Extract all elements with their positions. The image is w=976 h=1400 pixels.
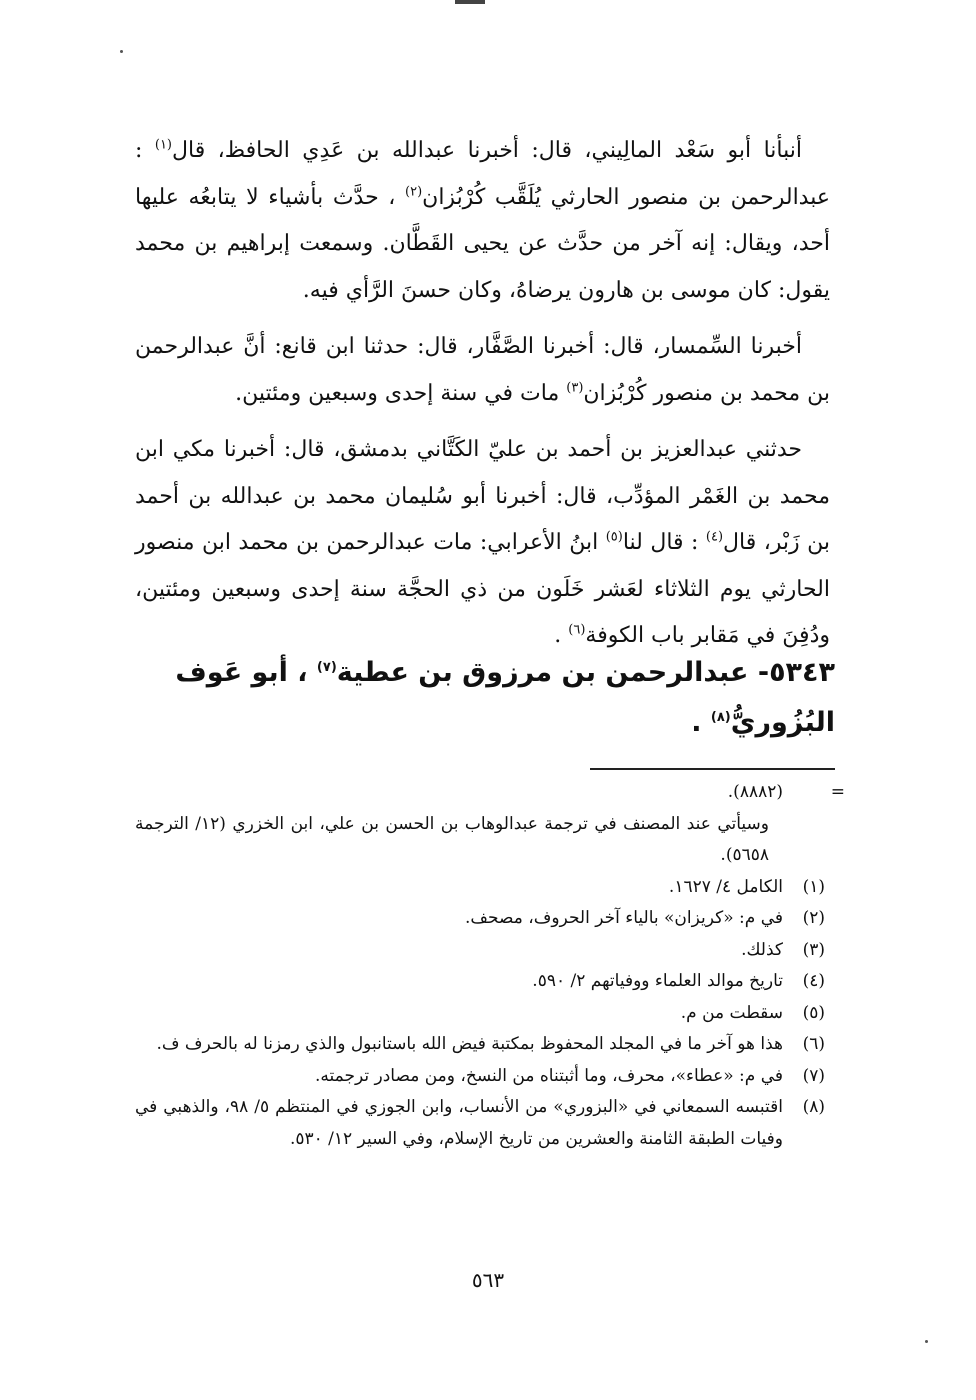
footnote-item [135, 966, 825, 998]
footnote-ref: (٤) [705, 529, 724, 545]
entry-heading [135, 648, 835, 748]
footnote-number: (٦) [802, 1034, 825, 1054]
footnote-number: (٥) [802, 1002, 825, 1023]
continuation-line: (٨٨٨٢). [727, 782, 783, 802]
text-run: ، حدَّث بأشياء لا يتابعُه عليها أحد، ويقال: إنه آخر من حدَّث عن يحيى القَطَّان. وسمعت إبراهيم بن محمد يقول: كان موسى بن هارون يرضاهُ، وكان حسنَ الرَّأي فيه. [135, 184, 830, 303]
footnote-text: تاريخ موالد العلماء ووفياتهم ٢/ ٥٩٠. [532, 971, 783, 991]
paragraph [135, 324, 830, 417]
footnotes [135, 777, 845, 1155]
scan-speck [120, 50, 123, 53]
footnote-item [135, 998, 825, 1030]
scan-speck [925, 1340, 928, 1343]
footnote-item [135, 1092, 825, 1155]
footnote-number: (٨) [802, 1097, 825, 1117]
entry-name: عبدالرحمن بن مرزوق بن عطية [336, 657, 749, 688]
entry-number: ٥٣٤٣ [769, 657, 835, 688]
text-run: ابنُ الأعرابي: مات عبدالرحمن بن محمد ابن منصور الحارثي يوم الثلاثاء لعَشر خَلَون من ذي الحجَّة سنة إحدى وسبعين ومئتين، ودُفِنَ في مَقابر باب الكوفة [135, 530, 830, 648]
paragraph [135, 427, 830, 660]
footnote-ref: (٥) [605, 529, 623, 545]
entry-dash: - [748, 657, 770, 688]
continuation-marker: = [830, 782, 845, 802]
text-run: : عبدالرحمن بن منصور الحارثي يُلَقَّب كُرْبُزان [135, 138, 830, 210]
footnote-item [135, 1029, 825, 1061]
footnote-number: (٧) [802, 1065, 825, 1086]
page-number: ٥٦٣ [471, 1268, 505, 1292]
footnote-text: الكامل ٤/ ١٦٢٧. [668, 876, 783, 897]
footnote-text: في م: «كريزان» بالياء آخر الحروف، مصحف. [465, 908, 783, 928]
footnote-ref: (٣) [566, 380, 584, 396]
footnote-continuation [135, 777, 845, 872]
main-text [135, 128, 830, 660]
footnote-ref: (١) [154, 137, 172, 153]
text-run: أخبرنا السِّمسار، قال: أخبرنا الصَّفَّار، قال: حدثنا ابن قانع: أنَّ عبدالرحمن بن محمد بن منصور كُرْبُزان [135, 334, 830, 406]
footnote-ref: (٨) [710, 710, 731, 725]
footnote-item [135, 872, 825, 904]
footnote-item [135, 903, 825, 935]
scan-mark [455, 0, 485, 4]
footnote-number: (١) [802, 876, 825, 897]
footnote-item [135, 935, 825, 967]
footnote-ref: (٢) [405, 184, 423, 200]
footnote-number: (٣) [802, 939, 825, 960]
footnote-number: (٢) [802, 908, 825, 928]
text-run: مات في سنة إحدى وسبعين ومئتين. [235, 380, 567, 406]
footnote-text: اقتبسه السمعاني في «البزوري» من الأنساب، وابن الجوزي في المنتظم ٥/ ٩٨، والذهبي في وفيات الطبقة الثامنة والعشرين من تاريخ الإسلام، وفي السير ١٢/ ٥٣٠. [135, 1097, 784, 1149]
footnote-text: في م: «عطاء»، محرف، وما أثبتناه من النسخ، ومن مصادر ترجمته. [315, 1065, 783, 1086]
text-run: . [554, 623, 569, 648]
footnote-separator [590, 768, 835, 770]
footnote-text: سقطت من م. [680, 1002, 783, 1023]
text-run: : قال لنا [622, 530, 706, 555]
paragraph [135, 128, 830, 314]
footnote-text: هذا هو آخر ما في المجلد المحفوظ بمكتبة فيض الله باستانبول والذي رمزنا له بالحرف ف. [156, 1034, 783, 1054]
continuation-line: وسيأتي عند المصنف في ترجمة عبدالوهاب بن الحسن بن علي، ابن الخزري (١٢/ الترجمة ٥٦٥٨). [135, 813, 769, 865]
footnote-ref: (٦) [568, 622, 586, 638]
footnote-text: كذلك. [741, 939, 783, 960]
footnote-number: (٤) [802, 971, 825, 991]
text-run: حدثني عبدالعزيز بن أحمد بن عليّ الكَتَّاني بدمشق، قال: أخبرنا مكي ابن محمد بن الغَمْر المؤدِّب، قال: أخبرنا أبو سُليمان محمد بن عبدالله بن أحمد بن زَبْر، قال [135, 437, 831, 555]
entry-kunya: ، أبو عَوف البُزُوريُّ [175, 657, 835, 738]
footnote-item [135, 1061, 825, 1093]
entry-end: . [691, 707, 711, 738]
footnote-ref: (٧) [316, 660, 337, 675]
text-run: أنبأنا أبو سَعْد المالِيني، قال: أخبرنا عبدالله بن عَدِي الحافظ، قال [172, 138, 803, 163]
